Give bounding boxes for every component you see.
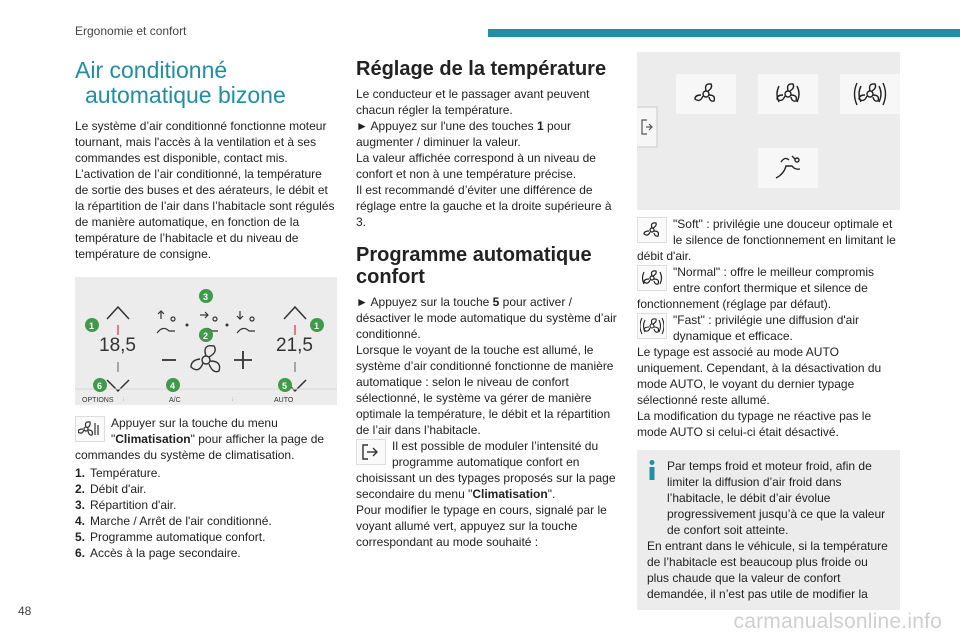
fan-normal-button (758, 74, 818, 114)
secondary-arrow-icon (637, 107, 657, 147)
page-number: 48 (18, 604, 32, 618)
section-header: Ergonomie et confort (75, 24, 187, 38)
fan-soft-button (676, 74, 736, 114)
column-right (637, 58, 900, 610)
list-item: 2. Débit d'air. (75, 482, 147, 496)
info-icon (649, 460, 655, 480)
temp-left-up-icon (107, 307, 129, 319)
temp-paragraph-4: Il est recommandé d’éviter une différence de réglage entre la gauche et la droite supérieure à 3. (356, 183, 612, 229)
fan-fast-icon (637, 313, 667, 339)
list-item: 6. Accès à la page secondaire. (75, 546, 241, 560)
prog-paragraph-1: ► Appuyez sur la touche 5 pour activer / désactiver le mode automatique du système d’air conditionné. (356, 295, 617, 341)
temp-paragraph-3: La valeur affichée correspond à un niveau de confort et non à une température précise. (356, 151, 596, 181)
prog-paragraph-4: Pour modifier le typage en cours, signalé par le voyant allumé vert, appuyez sur la touche correspondant au mode souhaité : (356, 503, 607, 549)
temp-paragraph-2: ► Appuyez sur l'une des touches 1 pour augmenter / diminuer la valeur. (356, 119, 571, 149)
list-item: 3. Répartition d'air. (75, 498, 177, 512)
secondary-page-icon (356, 439, 386, 465)
controls-list (75, 465, 338, 561)
page-title (75, 58, 338, 108)
soft-mode-description: "Soft" : privilégie une douceur optimale et le silence de fonctionnement en limitant le débit d'air. (637, 217, 896, 263)
list-item: 4. Marche / Arrêt de l'air conditionné. (75, 514, 272, 528)
svg-text:⋮: ⋮ (230, 397, 235, 402)
temp-right-up-icon (284, 307, 306, 319)
normal-mode-description: "Normal" : offre le meilleur compromis entre confort thermique et silence de fonctionnement (réglage par défaut). (637, 265, 875, 311)
options-label: OPTIONS (82, 397, 114, 404)
press-text-b: " pour afficher la page de commandes du système de climatisation. (75, 432, 325, 462)
info-box (637, 450, 900, 610)
press-text-a: Appuyer sur la touche du menu " (111, 416, 278, 446)
temp-right-value: 21,5 (276, 335, 313, 356)
marker-3-label: 3 (203, 292, 209, 302)
heading-temperature: Réglage de la température (356, 58, 607, 80)
title-line-1: Air conditionné (75, 57, 228, 83)
ac-label: A/C (169, 397, 181, 404)
auto-label: AUTO (274, 397, 294, 404)
typage-paragraph-1: Le typage est associé au mode AUTO uniquement. Cependant, à la désactivation du mode AUTO, le voyant du dernier typage sélectionné reste allumé. (637, 345, 882, 407)
header-accent-bar (488, 29, 960, 37)
info-paragraph-2: En entrant dans le véhicule, si la température de l’habitacle est beaucoup plus froide ou plus chaude que la valeur de confort demandée, il n’est pas utile de modifier la (647, 539, 888, 601)
climate-menu-icon (75, 416, 105, 442)
column-middle (356, 58, 619, 550)
info-paragraph-1: Par temps froid et moteur froid, afin de limiter la diffusion d’air froid dans l’habitacle, le débit d’air évolue progressivement jusqu’à ce que la valeur de confort soit atteinte. (667, 459, 886, 537)
intro-paragraph-1: Le système d’air conditionné fonctionne moteur tournant, mais l'accès à la ventilation et à ses commandes est disponible, contact mis. (75, 119, 327, 165)
fan-fast-button (840, 74, 900, 114)
marker-1-right-label: 1 (314, 321, 320, 331)
marker-5-label: 5 (282, 381, 288, 391)
marker-2-label: 2 (203, 331, 209, 341)
temp-left-value: 18,5 (99, 335, 136, 356)
fan-soft-icon (637, 217, 667, 243)
heading-programme: Programme automatique confort (356, 244, 592, 288)
watermark: carmanualsonline.info (733, 610, 942, 633)
prog-paragraph-3: Il est possible de moduler l’intensité du programme automatique confort en choisissant un des typages proposés sur la page secondaire du menu "Climatisation". (356, 439, 616, 501)
temp-paragraph-1: Le conducteur et le passager avant peuvent chacun régler la température. (356, 87, 590, 117)
list-item: 5. Programme automatique confort. (75, 530, 266, 544)
title-line-2: automatique bizone (85, 82, 286, 108)
press-menu-name: Climatisation (115, 432, 191, 446)
fan-icon (191, 346, 220, 372)
column-left (75, 58, 338, 561)
climate-panel-figure (75, 277, 337, 405)
press-instruction (75, 415, 338, 463)
fast-mode-description: "Fast" : privilégie une diffusion d'air dynamique et efficace. (637, 312, 900, 344)
fan-normal-icon (637, 265, 667, 291)
intro-paragraph-2: L’activation de l’air conditionné, la température de sortie des buses et des aérateurs, le débit et la répartition de l’air dans l’habitacle sont régulés de manière automatique, en fonction de la température de l’habitacle et du niveau de température de consigne. (75, 167, 335, 261)
marker-1-left-label: 1 (89, 321, 95, 331)
prog-paragraph-2: Lorsque le voyant de la touche est allumé, le système d’air conditionné fonctionne de manière automatique : selon le niveau de confort sélectionné, le système va gérer de manière optimale la température, le débit et la répartition de l’air dans l’habitacle. (356, 343, 614, 437)
list-item: 1. Température. (75, 466, 161, 480)
auto-mode-button (758, 148, 818, 188)
marker-6-label: 6 (97, 381, 103, 391)
fan-mode-figure (637, 52, 900, 210)
options-dots: ⋮ (121, 397, 126, 402)
typage-paragraph-2: La modification du typage ne réactive pas le mode AUTO si celui-ci était désactivé. (637, 409, 872, 439)
marker-4-label: 4 (170, 381, 176, 391)
